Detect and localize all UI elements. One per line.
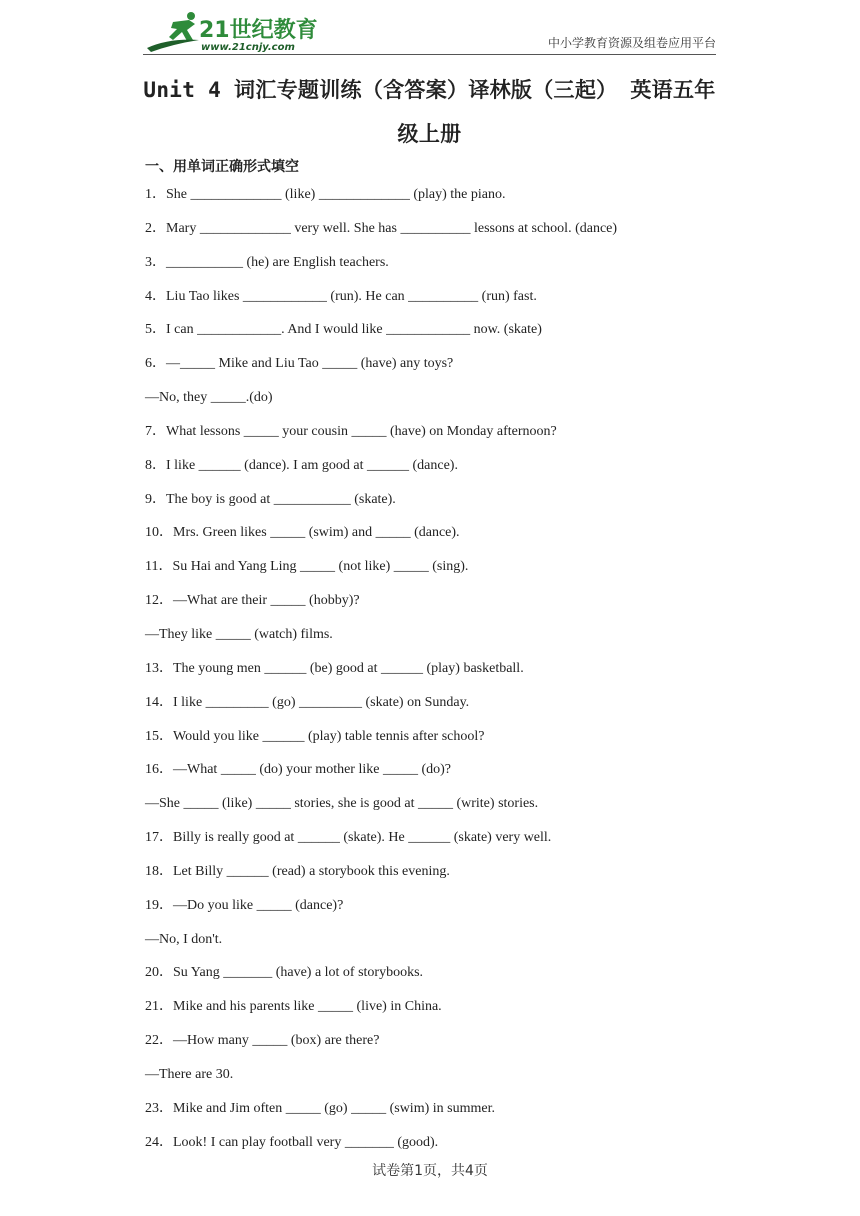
answer-line: —There are 30. — [145, 1066, 234, 1082]
question-line: 23．Mike and Jim often _____ (go) _____ (swim) in summer. — [145, 1100, 495, 1116]
question-line: 15．Would you like ______ (play) table tennis after school? — [145, 728, 485, 744]
question-line: 12．—What are their _____ (hobby)? — [145, 593, 360, 609]
platform-name: 中小学教育资源及组卷应用平台 — [547, 36, 716, 50]
answer-line: —She _____ (like) _____ stories, she is good at _____ (write) stories. — [145, 796, 539, 812]
answer-line: —No, they _____.(do) — [145, 390, 273, 406]
document-title-line1: Unit 4 词汇专题训练（含答案）译林版（三起） 英语五年 — [143, 78, 716, 102]
question-line: 4．Liu Tao likes ____________ (run). He can __________ (run) fast. — [145, 288, 537, 304]
logo-text: 21世纪教育 — [199, 18, 318, 43]
document-title-line2: 级上册 — [397, 122, 462, 146]
question-line: 10．Mrs. Green likes _____ (swim) and _____ (dance). — [145, 525, 460, 541]
page-header — [143, 8, 716, 55]
runner-icon — [147, 12, 199, 52]
logo-url: www.21cnjy.com — [201, 42, 295, 53]
question-line: 21．Mike and his parents like _____ (live) in China. — [145, 999, 442, 1015]
question-line: 22．—How many _____ (box) are there? — [145, 1033, 380, 1049]
section-heading: 一、用单词正确形式填空 — [145, 159, 299, 175]
page-footer: 试卷第1页，共4页 — [372, 1163, 488, 1179]
question-line: 9．The boy is good at ___________ (skate). — [145, 491, 396, 507]
question-line: 1．She _____________ (like) _____________ (play) the piano. — [145, 187, 506, 202]
answer-line: —No, I don't. — [145, 931, 223, 947]
question-list — [145, 180, 745, 1161]
question-line: 11．Su Hai and Yang Ling _____ (not like) _____ (sing). — [145, 559, 469, 575]
question-line: 5．I can ____________. And I would like ____________ now. (skate) — [145, 322, 542, 338]
question-line: 16．—What _____ (do) your mother like _____ (do)? — [145, 762, 451, 778]
question-line: 17．Billy is really good at ______ (skate). He ______ (skate) very well. — [145, 830, 552, 846]
logo — [143, 10, 323, 54]
answer-line: —They like _____ (watch) films. — [145, 626, 333, 642]
question-line: 19．—Do you like _____ (dance)? — [145, 897, 344, 913]
question-line: 18．Let Billy ______ (read) a storybook this evening. — [145, 863, 450, 879]
question-line: 8．I like ______ (dance). I am good at ______ (dance). — [145, 457, 458, 473]
question-line: 13．The young men ______ (be) good at ______ (play) basketball. — [145, 660, 524, 676]
question-line: 24．Look! I can play football very _______ (good). — [145, 1134, 439, 1150]
question-line: 7．What lessons _____ your cousin _____ (have) on Monday afternoon? — [145, 423, 557, 439]
question-line: 14．I like _________ (go) _________ (skate) on Sunday. — [145, 694, 470, 710]
question-line: 20．Su Yang _______ (have) a lot of storybooks. — [145, 965, 424, 981]
question-line: 6．—_____ Mike and Liu Tao _____ (have) any toys? — [145, 356, 454, 372]
question-line: 3．___________ (he) are English teachers. — [145, 254, 389, 270]
question-line: 2．Mary _____________ very well. She has __________ lessons at school. (dance) — [145, 220, 618, 236]
